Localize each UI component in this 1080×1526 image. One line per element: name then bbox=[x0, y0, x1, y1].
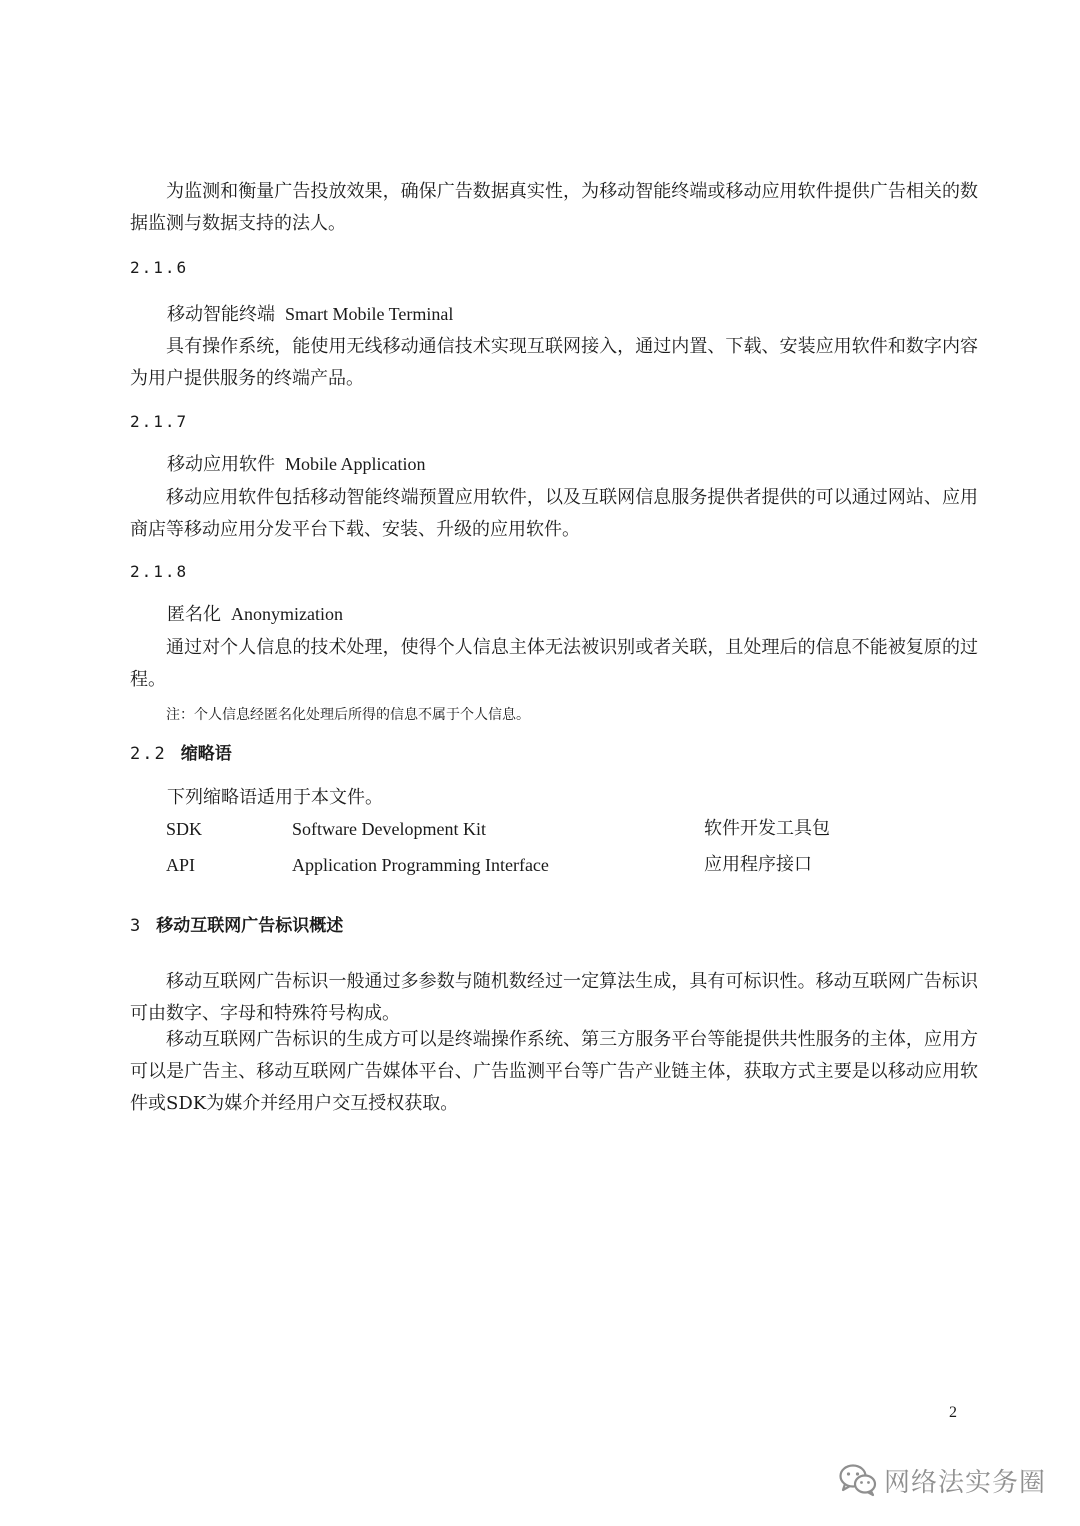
abbreviation: API bbox=[166, 855, 196, 875]
abbreviations-intro: 下列缩略语适用于本文件。 bbox=[167, 787, 383, 808]
section-heading-2-2 bbox=[130, 742, 232, 766]
paragraph-3-2: 移动互联网广告标识的生成方可以是终端操作系统、第三方服务平台等能提供共性服务的主体，应用方可以是广告主、移动互联网广告媒体平台、广告监测平台等广告产业链主体，获取方式主要是以移动应用软件或SDK为媒介并经用户交互授权获取。 bbox=[130, 1029, 978, 1114]
page-number: 2 bbox=[949, 1404, 957, 1421]
clause-number-2-1-8: 2.1.8 bbox=[130, 562, 189, 581]
clause-number-2-1-6: 2.1.6 bbox=[130, 258, 189, 277]
section-heading-3 bbox=[130, 914, 343, 938]
term-en: Mobile Application bbox=[285, 454, 426, 474]
term-zh: 匿名化 bbox=[167, 604, 221, 625]
paragraph-3-1: 移动互联网广告标识一般通过多参数与随机数经过一定算法生成，具有可标识性。移动互联网广告标识可由数字、字母和特殊符号构成。 bbox=[130, 971, 978, 1024]
abbreviation-row bbox=[0, 852, 1080, 878]
term-2-1-7 bbox=[167, 452, 425, 477]
watermark bbox=[838, 1462, 1046, 1498]
section-title: 移动互联网广告标识概述 bbox=[156, 916, 344, 936]
term-en: Anonymization bbox=[231, 604, 343, 624]
paragraph-2-1-8-definition: 通过对个人信息的技术处理，使得个人信息主体无法被识别或者关联，且处理后的信息不能被复原的过程。 bbox=[130, 637, 978, 690]
paragraph-2-1-5-definition: 为监测和衡量广告投放效果，确保广告数据真实性，为移动智能终端或移动应用软件提供广告相关的数据监测与数据支持的法人。 bbox=[130, 181, 978, 234]
section-number: 2.2 bbox=[130, 744, 167, 764]
abbreviation-zh: 软件开发工具包 bbox=[704, 818, 830, 839]
paragraph-2-1-6-definition: 具有操作系统，能使用无线移动通信技术实现互联网接入，通过内置、下载、安装应用软件和数字内容为用户提供服务的终端产品。 bbox=[130, 336, 978, 389]
abbreviation-zh: 应用程序接口 bbox=[704, 854, 812, 875]
watermark-text: 网络法实务圈 bbox=[884, 1467, 1047, 1498]
section-title: 缩略语 bbox=[180, 744, 232, 764]
term-en: Smart Mobile Terminal bbox=[285, 304, 454, 324]
abbreviation-full: Software Development Kit bbox=[292, 819, 486, 839]
section-number: 3 bbox=[130, 916, 143, 936]
abbreviation: SDK bbox=[166, 819, 203, 839]
term-zh: 移动应用软件 bbox=[167, 454, 275, 475]
term-zh: 移动智能终端 bbox=[167, 304, 275, 325]
term-2-1-6 bbox=[167, 302, 453, 327]
note-anonymization: 注：个人信息经匿名化处理后所得的信息不属于个人信息。 bbox=[166, 707, 530, 723]
abbreviation-row bbox=[0, 816, 1080, 842]
abbreviation-full: Application Programming Interface bbox=[292, 855, 549, 875]
term-2-1-8 bbox=[167, 602, 343, 627]
paragraph-2-1-7-definition: 移动应用软件包括移动智能终端预置应用软件，以及互联网信息服务提供者提供的可以通过网站、应用商店等移动应用分发平台下载、安装、升级的应用软件。 bbox=[130, 487, 978, 540]
wechat-icon bbox=[838, 1463, 878, 1497]
clause-number-2-1-7: 2.1.7 bbox=[130, 412, 189, 431]
